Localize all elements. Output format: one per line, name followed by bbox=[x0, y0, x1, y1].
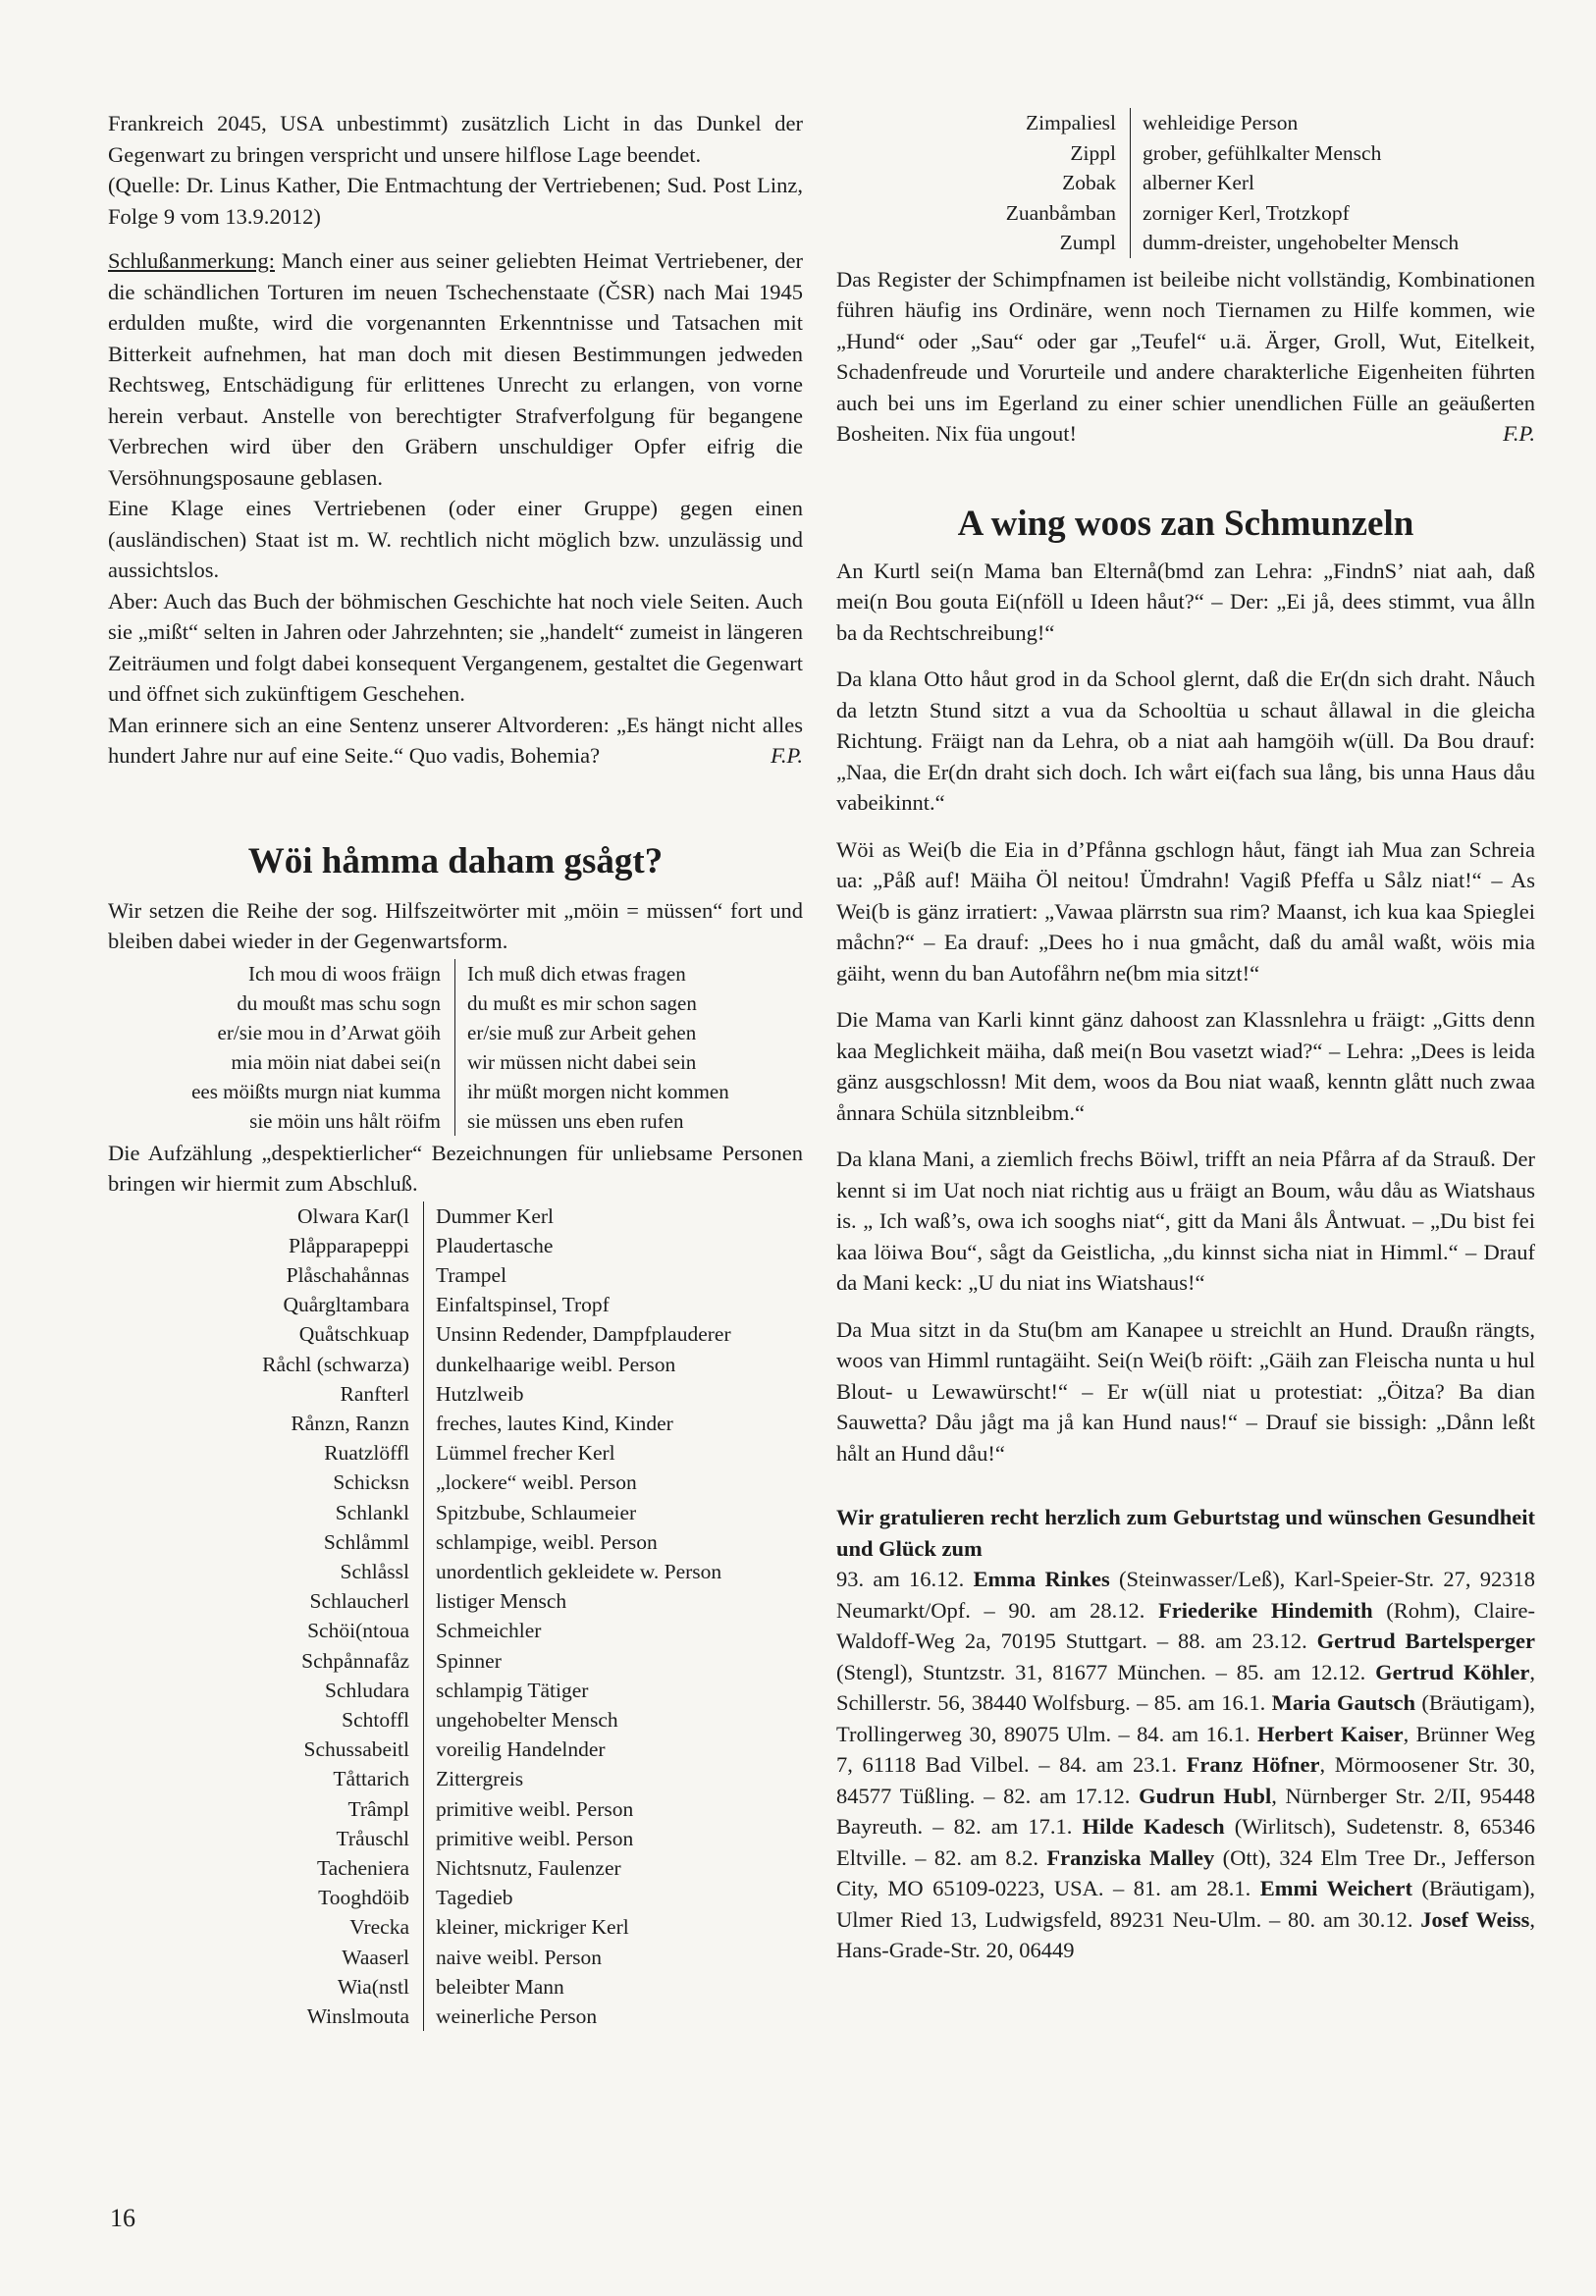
dialect-term: Schlaucherl bbox=[108, 1586, 424, 1616]
standard-german-term: Lümmel frecher Kerl bbox=[436, 1441, 615, 1466]
standard-german-term: sie müssen uns eben rufen bbox=[467, 1108, 684, 1133]
standard-german-term: dunkelhaarige weibl. Person bbox=[436, 1352, 676, 1376]
dialect-term: Ruatzlöffl bbox=[108, 1438, 424, 1468]
closing-remark-label: Schlußanmerkung: bbox=[108, 248, 275, 273]
birthday-details: , Nürnberger Str. 2/II, 95448 Bayreuth. – 82. am 17.1. bbox=[836, 1783, 1536, 1839]
right-column bbox=[836, 108, 1535, 1966]
joke-paragraph: Da klana Mani, a ziemlich frechs Böiwl, trifft an neia Pfårra af da Strauß. Der kennt si im Uat noch niat richtig aus u fräigt an Boum, wåu dåu as Wiatshaus is. „ Ich waß’s, owa ich sooghs niat“, gitt da Mani åls Åntwuat. – „Du bist fei kaa löiwa Bou“, sågt da Geistlicha, „du kinnst sicha niat in Himml.“ – Drauf da Mani keck: „U du niat ins Wiatshaus!“ bbox=[836, 1147, 1535, 1295]
section-heading-humor: A wing woos zan Schmunzeln bbox=[957, 503, 1414, 544]
birthday-name: Gertrud Bartelsperger bbox=[1316, 1629, 1536, 1653]
standard-german-term: du mußt es mir schon sagen bbox=[467, 990, 697, 1015]
standard-german-term: grober, gefühlkalter Mensch bbox=[1143, 140, 1382, 165]
dialect-term: sie möin uns hålt röifm bbox=[108, 1106, 455, 1136]
birthday-details: (Rohm), Claire-Waldoff-Weg 2a, 70195 Stuttgart. – 88. am 23.12. bbox=[836, 1597, 1535, 1653]
birthday-details: (Wirlitsch), Sudetenstr. 8, 65346 Eltville. – 82. am 8.2. bbox=[836, 1814, 1536, 1870]
standard-german-term: ihr müßt morgen nicht kommen bbox=[467, 1079, 729, 1103]
dialect-term: Rånzn, Ranzn bbox=[108, 1409, 424, 1438]
dialect-term: du moußt mas schu sogn bbox=[108, 988, 455, 1018]
birthday-details: , Brünner Weg 7, 61118 Bad Vilbel. – 84. am 23.1. bbox=[836, 1721, 1535, 1777]
joke-paragraph: Wöi as Wei(b die Eia in d’Pfånna gschlogn håut, fängt iah Mua zan Schreia ua: „Påß auf! Mäiha Öl neitou! Ümdrahn! Vagiß Pfeffa u Sålz niat!“ – As Wei(b is gänz irratiert: „Vawaa plärrstn sua rim? Maanst, ich kua kaa Spieglei måchn?“ – Ea drauf: „Dees ho i nua gmåcht, daß du amål waßt, wöis mia gäiht, wenn du ban Autofåhrn ne(bm mia sitzt!“ bbox=[836, 836, 1535, 986]
dialect-term: Ranfterl bbox=[108, 1379, 424, 1409]
dialect-term: Olwara Kar(l bbox=[108, 1201, 424, 1231]
dialect-term: ees möißts murgn niat kumma bbox=[108, 1077, 455, 1106]
dialect-term: Råchl (schwarza) bbox=[108, 1350, 424, 1379]
page-number: 16 bbox=[110, 2204, 135, 2232]
birthday-name: Josef Weiss bbox=[1420, 1906, 1530, 1932]
dialect-term: Waaserl bbox=[108, 1943, 424, 1972]
dialect-term: Zuanbåmban bbox=[836, 198, 1131, 229]
paragraph-sentence-text: Man erinnere sich an eine Sentenz unserer Altvorderen: „Es hängt nicht alles hundert Jahre nur auf eine Seite.“ Quo vadis, Bohemia? bbox=[108, 712, 803, 768]
standard-german-term: Trampel bbox=[436, 1262, 507, 1287]
joke-paragraph: Die Mama van Karli kinnt gänz dahoost zan Klassnlehra u fräigt: „Gitts denn kaa Meglichkeit mäiha, daß mei(n Bou vasetzt wiad?“ – Lehra: „Dees is leida gänz ausgschlossn! Mit dem, woos da Bou niat waaß, kenntn glått nuch zwaa ånnara Schüla sitznbleibm.“ bbox=[836, 1007, 1535, 1125]
standard-german-term: unordentlich gekleidete w. Person bbox=[436, 1559, 722, 1583]
standard-german-term: dumm-dreister, ungehobelter Mensch bbox=[1143, 231, 1460, 254]
dialect-term: Zobak bbox=[836, 168, 1131, 198]
dialect-term: Quårgltambara bbox=[108, 1290, 424, 1319]
dialect-term: Winslmouta bbox=[108, 2002, 424, 2031]
joke-paragraph: An Kurtl sei(n Mama ban Elternå(bmd zan Lehra: „FindnS’ niat aah, daß mei(n Bou gouta Ei(nföll u Ideen håut?“ – Der: „Ei jå, dees stimmt, vua ålln ba da Rechtschreibung!“ bbox=[836, 558, 1535, 645]
standard-german-term: Schmeichler bbox=[436, 1619, 542, 1643]
birthday-name: Herbert Kaiser bbox=[1256, 1721, 1404, 1746]
dialect-term: Schtoffl bbox=[108, 1705, 424, 1735]
dialect-term: Vrecka bbox=[108, 1912, 424, 1942]
birthday-prefix: 93. am 16.12. bbox=[836, 1567, 974, 1591]
standard-german-term: primitive weibl. Person bbox=[436, 1796, 634, 1821]
standard-german-term: er/sie muß zur Arbeit gehen bbox=[467, 1020, 697, 1044]
dialect-term: Tooghdöib bbox=[108, 1883, 424, 1912]
joke-paragraph: Da Mua sitzt in da Stu(bm am Kanapee u streichlt an Hund. Draußn rängts, woos van Himml runtagäiht. Sei(n Wei(b röift: „Gäih zan Fleischa nunta u hul Blout- u Lewawürscht!“ – Er w(üll niat u protestiat: „Öitza? Ba dian Sauwetta? Dåu jågt ma jå kan Hund naus!“ – Drauf sie bissigh: „Dånn leßt hålt an Hund dåu!“ bbox=[836, 1316, 1535, 1466]
dialect-term: Schlankl bbox=[108, 1498, 424, 1527]
birthday-details: (Ott), 324 Elm Tree Dr., Jefferson City, MO 65109-0223, USA. – 81. am 28.1. bbox=[836, 1844, 1535, 1900]
birthday-name: Franz Höfner bbox=[1186, 1752, 1320, 1777]
dialect-term: Tråuschl bbox=[108, 1824, 424, 1853]
dialect-term: Tacheniera bbox=[108, 1853, 424, 1883]
birthday-name: Friederike Hindemith bbox=[1158, 1597, 1373, 1623]
paragraph-lawsuit: Eine Klage eines Vertriebenen (oder einer Gruppe) gegen einen (ausländischen) Staat ist m. W. rechtlich nicht möglich bzw. unzulässig und aussichtslos. bbox=[108, 496, 803, 582]
standard-german-term: schlampige, weibl. Person bbox=[436, 1529, 658, 1554]
closing-remark-text: Manch einer aus seiner geliebten Heimat Vertriebener, der die schändlichen Torturen im neuen Tschechenstaate (ČSR) nach Mai 1945 erdulden mußte, wird die vorgenannten Erkenntnisse und Tatsachen mit Bitterkeit aufnehmen, hat man doch mit diesen Bestimmungen jedweden Rechtsweg, Entschädigung für erlittenes Unrecht zu erlangen, von vorne herein verbaut. Anstelle von berechtigter Strafverfolgung für begangene Verbrechen wird über den Gräbern unschuldiger Opfer eifrig die Versöhnungsposaune geblasen. bbox=[108, 248, 803, 490]
birthday-name: Emma Rinkes bbox=[973, 1567, 1110, 1591]
birthday-name: Gudrun Hubl bbox=[1139, 1783, 1272, 1808]
intro-paragraph: Frankreich 2045, USA unbestimmt) zusätzlich Licht in das Dunkel der Gegenwart zu bringen verspricht und unsere hilflose Lage beendet. bbox=[108, 111, 803, 167]
standard-german-term: Spinner bbox=[436, 1648, 502, 1673]
birthday-name: Emmi Weichert bbox=[1259, 1876, 1412, 1900]
dialect-term: Zimpaliesl bbox=[836, 108, 1131, 138]
dialect-term: Quåtschkuap bbox=[108, 1319, 424, 1349]
birthday-details: , Schillerstr. 56, 38440 Wolfsburg. – 85. am 16.1. bbox=[836, 1659, 1535, 1715]
standard-german-term: beleibter Mann bbox=[436, 1974, 564, 1999]
joke-paragraph: Da klana Otto håut grod in da School glernt, daß die Er(dn sich draht. Nåuch da letztn Stund sitzt a vua da Schooltüa u schaut ållawal in die gleicha Richtung. Fräigt nan da Lehra, ob a niat aah hamgöih w(üll. Da Bou drauf: „Naa, die Er(dn draht sich doch. Ich wårt ei(fach sua lång, bis unna Haus dåu vabeikinnt.“ bbox=[836, 667, 1535, 815]
standard-german-term: alberner Kerl bbox=[1143, 171, 1254, 194]
dialect-term: Schussabeitl bbox=[108, 1735, 424, 1764]
standard-german-term: Plaudertasche bbox=[436, 1233, 554, 1257]
standard-german-term: Ich muß dich etwas fragen bbox=[467, 961, 686, 986]
dialect-term: Tåttarich bbox=[108, 1764, 424, 1793]
register-text: Das Register der Schimpfnamen ist beileibe nicht vollständig, Kombinationen führen häufig ins Ordinäre, wenn noch Tiernamen zu Hilfe kommen, wie „Hund“ oder „Sau“ oder gar „Teufel“ u.ä. Ärger, Groll, Wut, Eitelkeit, Schadenfreude und Vorurteile und andere charakterliche Eigenheiten führten auch bei uns im Egerland zu einer schier unendlichen Fülle an geäußerten Bosheiten. Nix füa ungout! bbox=[836, 266, 1535, 446]
dialect-term: Schöi(ntoua bbox=[108, 1616, 424, 1645]
standard-german-term: Unsinn Redender, Dampfplauderer bbox=[436, 1322, 731, 1347]
standard-german-term: Dummer Kerl bbox=[436, 1203, 555, 1228]
dialect-term: mia möin niat dabei sei(n bbox=[108, 1047, 455, 1077]
standard-german-term: Hutzlweib bbox=[436, 1381, 524, 1406]
standard-german-term: zorniger Kerl, Trotzkopf bbox=[1143, 200, 1350, 225]
birthday-details: (Steinwasser/Leß), Karl-Speier-Str. 27, 92318 Neumarkt/Opf. – 90. am 28.12. bbox=[836, 1567, 1535, 1623]
standard-german-term: Tagedieb bbox=[436, 1886, 513, 1910]
standard-german-term: naive weibl. Person bbox=[436, 1945, 602, 1969]
dialect-term: Ich mou di woos fräign bbox=[108, 959, 455, 988]
birthday-name: Hilde Kadesch bbox=[1082, 1814, 1225, 1839]
standard-german-term: „lockere“ weibl. Person bbox=[436, 1470, 637, 1495]
insults-intro: Die Aufzählung „despektierlicher“ Bezeichnungen für unliebsame Personen bringen wir hiermit zum Abschluß. bbox=[108, 1140, 803, 1196]
dialect-term: Plåschahånnas bbox=[108, 1260, 424, 1290]
birthday-name: Franziska Malley bbox=[1046, 1844, 1215, 1870]
birthday-details: , Mörmoosener Str. 30, 84577 Tüßling. – 82. am 17.12. bbox=[836, 1752, 1535, 1808]
signature: F.P. bbox=[1503, 421, 1535, 446]
dialect-term: Plåpparapeppi bbox=[108, 1231, 424, 1260]
insults-continued-table bbox=[836, 108, 1535, 258]
source-citation: (Quelle: Dr. Linus Kather, Die Entmachtung der Vertriebenen; Sud. Post Linz, Folge 9 vom 13.9.2012) bbox=[108, 173, 803, 229]
standard-german-term: weinerliche Person bbox=[436, 2003, 598, 2028]
insults-table bbox=[108, 1201, 803, 2032]
standard-german-term: voreilig Handelnder bbox=[436, 1737, 606, 1762]
dialect-term: Wia(nstl bbox=[108, 1972, 424, 2002]
standard-german-term: listiger Mensch bbox=[436, 1589, 567, 1614]
standard-german-term: kleiner, mickriger Kerl bbox=[436, 1915, 629, 1940]
dialect-term: Zippl bbox=[836, 138, 1131, 169]
dialect-term: Schlåssl bbox=[108, 1557, 424, 1586]
dialect-term: Zumpl bbox=[836, 228, 1131, 258]
left-column bbox=[108, 108, 803, 2031]
paragraph-history: Aber: Auch das Buch der böhmischen Geschichte hat noch viele Seiten. Auch sie „mißt“ selten in Jahren oder Jahrzehnten; sie „handelt“ zumeist in längeren Zeiträumen und folgt dabei konsequent Vergangenem, gestaltet die Gegenwart und öffnet sich zukünftigem Geschehen. bbox=[108, 588, 803, 706]
dialect-term: Schpånnafåz bbox=[108, 1646, 424, 1676]
register-paragraph bbox=[836, 264, 1535, 450]
dialect-term: Trâmpl bbox=[108, 1794, 424, 1824]
dialect-term: er/sie mou in d’Arwat göih bbox=[108, 1018, 455, 1047]
birthday-details: (Bräutigam), Trollingerweg 30, 89075 Ulm. – 84. am 16.1. bbox=[836, 1690, 1535, 1746]
standard-german-term: wehleidige Person bbox=[1143, 111, 1299, 134]
dialect-term: Schludara bbox=[108, 1676, 424, 1705]
standard-german-term: wir müssen nicht dabei sein bbox=[467, 1049, 697, 1074]
section-heading-dialect: Wöi håmma daham gsågt? bbox=[247, 840, 664, 881]
verbs-intro: Wir setzen die Reihe der sog. Hilfszeitwörter mit „möin = müssen“ fort und bleiben dabei wieder in der Gegenwartsform. bbox=[108, 897, 803, 953]
jokes-list bbox=[836, 556, 1535, 1469]
standard-german-term: schlampig Tätiger bbox=[436, 1678, 589, 1702]
birthday-list bbox=[836, 1564, 1535, 1966]
standard-german-term: ungehobelter Mensch bbox=[436, 1707, 618, 1732]
closing-remark bbox=[108, 245, 803, 493]
birthday-name: Maria Gautsch bbox=[1271, 1690, 1415, 1715]
birthday-details: , Hans-Grade-Str. 20, 06449 bbox=[836, 1906, 1535, 1962]
paragraph-sentence bbox=[108, 710, 803, 772]
birthday-name: Gertrud Köhler bbox=[1375, 1659, 1530, 1684]
verbs-table bbox=[108, 959, 803, 1136]
birthday-details: (Bräutigam), Ulmer Ried 13, Ludwigsfeld, 89231 Neu-Ulm. – 80. am 30.12. bbox=[836, 1876, 1535, 1932]
standard-german-term: Nichtsnutz, Faulenzer bbox=[436, 1855, 621, 1880]
standard-german-term: Spitzbube, Schlaumeier bbox=[436, 1500, 637, 1524]
dialect-term: Schicksn bbox=[108, 1468, 424, 1497]
dialect-term: Schlåmml bbox=[108, 1527, 424, 1557]
birthday-details: (Stengl), Stuntzstr. 31, 81677 München. – 85. am 12.12. bbox=[836, 1659, 1376, 1684]
standard-german-term: Zittergreis bbox=[436, 1767, 524, 1791]
standard-german-term: primitive weibl. Person bbox=[436, 1826, 634, 1850]
birthday-heading: Wir gratulieren recht herzlich zum Geburtstag und wünschen Gesundheit und Glück zum bbox=[836, 1505, 1535, 1561]
standard-german-term: freches, lautes Kind, Kinder bbox=[436, 1411, 673, 1435]
signature: F.P. bbox=[771, 743, 803, 768]
standard-german-term: Einfaltspinsel, Tropf bbox=[436, 1293, 610, 1317]
